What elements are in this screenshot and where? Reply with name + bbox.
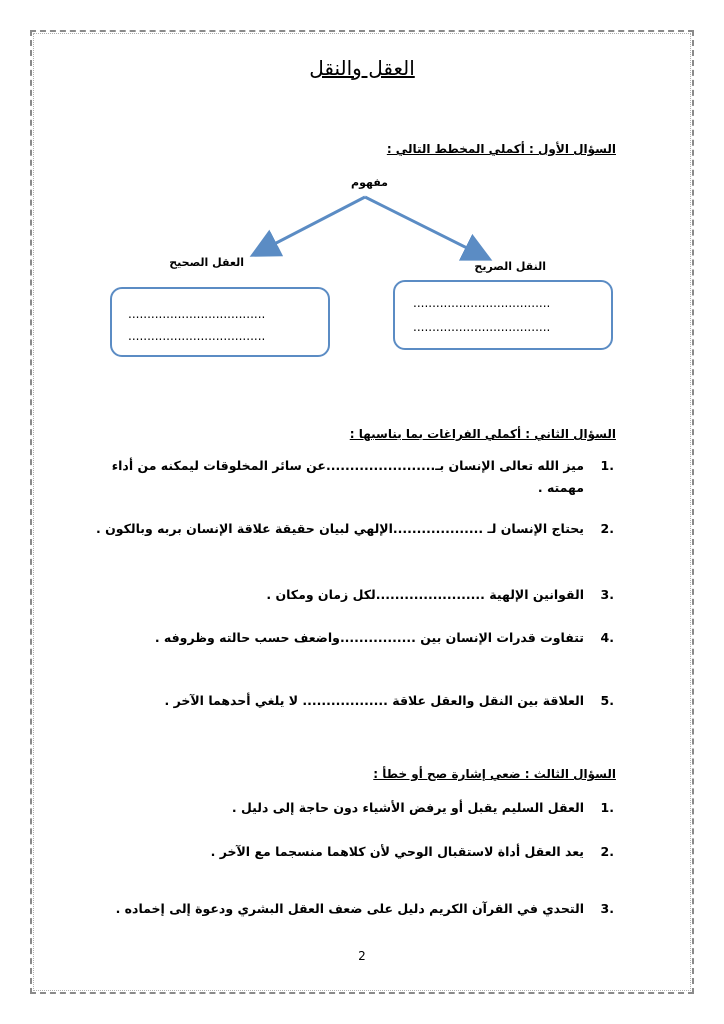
page-title: العقل والنقل: [309, 56, 415, 80]
fill-blank-item: [114, 587, 614, 607]
item-number: .4: [600, 630, 614, 645]
item-text: القوانين الإلهية .......................لكل زمان ومكان .: [266, 587, 584, 602]
item-number: .3: [600, 901, 614, 916]
item-text: ميز الله تعالى الإنسان بـ.......................عن سائر المخلوقات ليمكنه من أداء: [111, 458, 584, 473]
true-false-item: [114, 844, 614, 864]
item-number: .1: [600, 458, 614, 473]
answer-line: ....................................: [128, 329, 266, 343]
arrow-right: [365, 197, 487, 258]
item-number: .5: [600, 693, 614, 708]
item-number: .3: [600, 587, 614, 602]
item-number: .1: [600, 800, 614, 815]
item-text: تتفاوت قدرات الإنسان بين ................واضعف حسب حالته وظروفه .: [154, 630, 584, 645]
item-text: العلاقة بين النقل والعقل علاقة .................. لا يلغي أحدهما الآخر .: [164, 693, 584, 708]
left-answer-box[interactable]: [110, 287, 330, 357]
right-answer-box[interactable]: [393, 280, 613, 350]
left-label: العقل الصحيح: [169, 256, 244, 269]
item-text: يعد العقل أداة لاستقبال الوحي لأن كلاهما منسجما مع الآخر .: [210, 844, 584, 859]
fill-blank-item: [96, 521, 614, 541]
arrow-left: [255, 197, 365, 254]
q1-heading: السؤال الأول : أكملي المخطط التالي :: [386, 142, 616, 156]
answer-line: ....................................: [413, 296, 551, 310]
fill-blank-item: [114, 693, 614, 713]
answer-line: ....................................: [128, 307, 266, 321]
right-label: النقل الصريح: [474, 260, 546, 273]
item-text: العقل السليم يقبل أو يرفض الأشياء دون حاجة إلى دليل .: [231, 800, 584, 815]
fill-blank-item: [111, 458, 614, 498]
item-text-cont: مهمته .: [537, 480, 584, 495]
true-false-item: [114, 901, 614, 921]
page-number: 2: [358, 949, 366, 963]
item-text: التحدي في القرآن الكريم دليل على ضعف العقل البشري ودعوة إلى إخماده .: [115, 901, 584, 916]
item-text: يحتاج الإنسان لـ ...................الإلهي لبيان حقيقة علاقة الإنسان بربه وبالكون .: [96, 521, 584, 536]
item-number: .2: [600, 844, 614, 859]
diagram-arrows: [0, 0, 724, 280]
answer-line: ....................................: [413, 320, 551, 334]
concept-label: مفهوم: [351, 176, 388, 189]
true-false-item: [114, 800, 614, 820]
q2-heading: السؤال الثاني : أكملي الفراغات بما يناسبها :: [349, 427, 616, 441]
q3-heading: السؤال الثالث : ضعي إشارة صح أو خطأ :: [373, 767, 616, 781]
item-number: .2: [600, 521, 614, 536]
fill-blank-item: [114, 630, 614, 650]
